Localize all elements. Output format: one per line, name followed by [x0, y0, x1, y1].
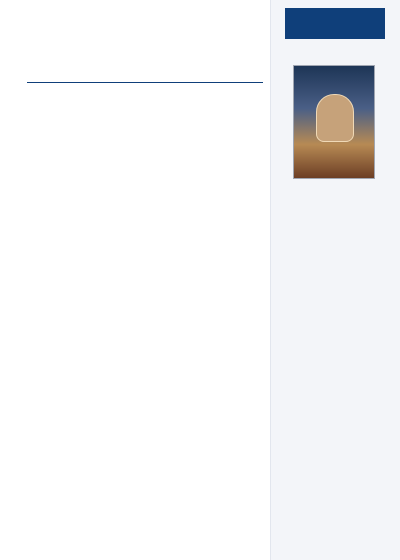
- cover-thumbnail: [293, 65, 375, 179]
- masthead-sidebar: [270, 0, 400, 560]
- table-of-contents: [27, 0, 263, 560]
- header-rule: [27, 82, 263, 83]
- magazine-logo: [285, 8, 385, 39]
- padre-pio-portrait: [316, 94, 354, 142]
